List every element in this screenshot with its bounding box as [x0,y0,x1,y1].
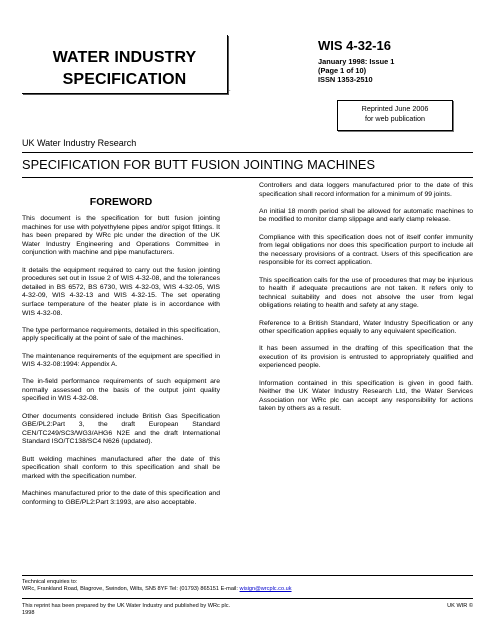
issn: ISSN 1353-2510 [318,75,373,84]
doc-title-line1: WATER INDUSTRY [52,49,197,66]
paragraph: The in-field performance requirements of such equipment are normally assessed on the basis of the output joint quality specified in WIS 4-32-08. [22,378,220,403]
paragraph: Reference to a British Standard, Water Industry Specification or any other specification applies equally to any equivalent specification. [259,319,473,336]
paragraph: Controllers and data loggers manufactured prior to the date of this specification shall record information for a minimum of 99 joints. [259,182,473,198]
reprint-line1: Reprinted June 2006 [361,104,429,113]
paragraph: Machines manufactured prior to the date of this specification and conforming to GBE/PL2:Part 3:1993, are also acceptable. [22,490,220,506]
publisher-name: UK Water Industry Research [22,138,137,148]
paragraph: It details the equipment required to carry out the fusion jointing procedures set out in Issue 2 of WIS 4-32-08, and the tolerances detailed in BS 6572, BS 6730, WIS 4-32-03, WIS 4-32-05, WIS 4-32-09, WIS 4-32-13 and WIS 4-32-15. The set operating surface temperature of the heater plate is in accordance with WIS 4-32-08. [22,266,220,317]
issue-date: January 1998: Issue 1 [318,57,395,66]
footer-contact [22,579,292,593]
footer-notice [22,603,473,617]
footer-divider [22,598,473,599]
address-text: WRc, Frankland Road, Blagrove, Swindon, Wilts, SN5 8YF Tel: (01793) 865151 E-mail: [22,586,240,592]
paragraph: The maintenance requirements of the equipment are specified in WIS 4-32-08:1994: Appendix A. [22,352,220,369]
paragraph: An initial 18 month period shall be allowed for automatic machines to be modified to monitor clamp slippage and early clamp release. [259,207,473,224]
divider [22,152,473,153]
reprint-note: This reprint has been prepared by the UK Water Industry and published by WRc plc. [22,603,231,609]
right-column [259,182,473,423]
title-dot: . [229,87,231,93]
page-count: (Page 1 of 10) [318,66,367,75]
enquiries-label: Technical enquiries to: [22,579,78,585]
paragraph: Information contained in this specification is given in good faith. Neither the UK Water Industry Research Ltd, the Water Services Association nor WRc plc can accept any responsibility for actions taken by others as a result. [259,379,473,413]
paragraph: Other documents considered include British Gas Specification GBE/PL2:Part 3, the draft European Standard CEN/TC249/SC3/WG3/AHG6 N2E and the draft International Standard ISO/TC138/SC4 N626 (updated). [22,412,220,446]
paragraph: Butt welding machines manufactured after the date of this specification shall conform to this specification and shall be marked with the specification number. [22,455,220,480]
paragraph: Compliance with this specification does not of itself confer immunity from legal obligations nor does this specification purport to include all the necessary provisions of a contract. Users of this specification are responsible for its correct application. [259,233,473,267]
main-title: SPECIFICATION FOR BUTT FUSION JOINTING MACHINES [22,157,376,172]
copyright-year: 1998 [22,610,35,616]
contact-address [22,586,292,593]
reprint-notice [337,100,453,131]
footer-divider [22,575,473,576]
doc-title-line2: SPECIFICATION [62,71,187,88]
divider [22,177,473,178]
title-box [22,35,228,94]
paragraph: The type performance requirements, detailed in this specification, apply specifically at the point of sale of the machines. [22,326,220,343]
paragraph: This document is the specification for butt fusion jointing machines for use with polyethylene pipes and/or spigot fittings. It has been prepared by WRc plc under the direction of the UK Water Industry Engineering and Operations Committee in conjunction with machine and pipe manufacturers. [22,215,220,257]
wis-code: WIS 4-32-16 [318,38,391,53]
paragraph: This specification calls for the use of procedures that may be injurious to health if adequate precautions are not taken. It refers only to technical suitability and does not absolve the user from legal obligations relating to health and safety at any stage. [259,276,473,310]
wis-info [318,38,394,84]
copyright: UK WIR © [447,603,473,609]
foreword-heading: FOREWORD [89,196,153,208]
paragraph: It has been assumed in the drafting of this specification that the execution of its provision is entrusted to appropriately qualified and experienced people. [259,345,473,370]
email-link[interactable]: wisign@wrcplc.co.uk [239,586,292,592]
reprint-line2: for web publication [365,114,425,123]
left-column [22,215,220,516]
